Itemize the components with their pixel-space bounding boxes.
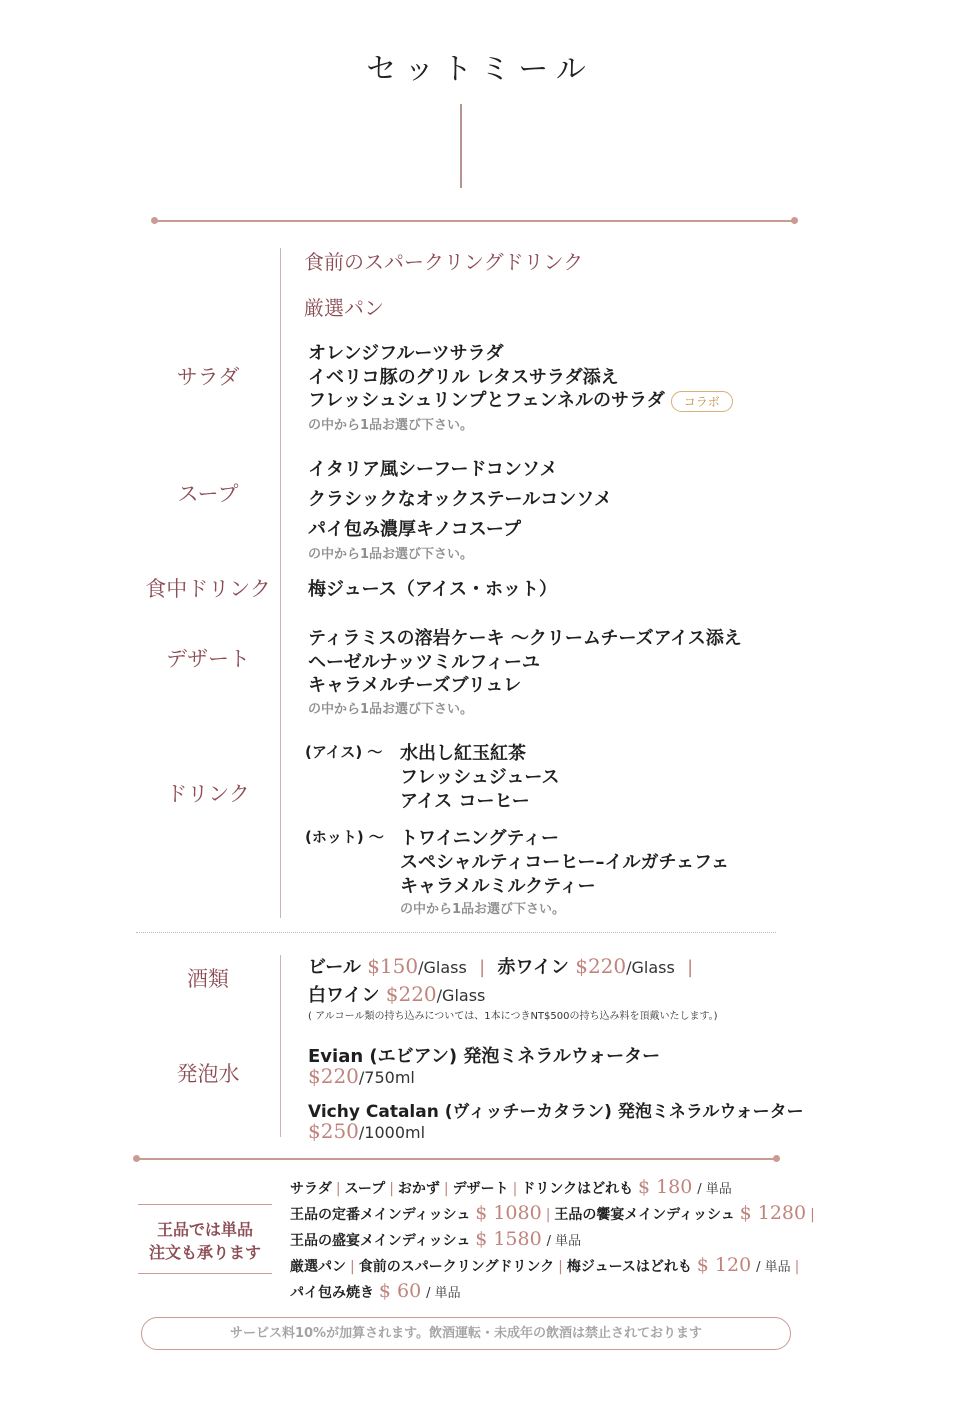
a-la-carte-item: デザート — [452, 1181, 509, 1197]
corkage-note: ( アルコール類の持ち込みについては、1本につきNT$500の持ち込み料を頂戴いたします。) — [308, 1011, 718, 1022]
meal-drink-item: 梅ジュース（アイス・ホット） — [308, 579, 557, 600]
salad-item: オレンジフルーツサラダ — [308, 343, 504, 364]
category-salad: サラダ — [176, 365, 240, 389]
hot-drink-item: キャラメルミルクティー — [400, 876, 596, 897]
a-la-carte-price: $ 60 — [378, 1280, 422, 1302]
category-dessert: デザート — [166, 647, 250, 671]
a-la-carte-row — [290, 1176, 732, 1198]
a-la-carte-price: $ 1580 — [475, 1228, 542, 1250]
choice-note: の中から1品お選び下さい。 — [308, 702, 474, 717]
soup-item: パイ包み濃厚キノコスープ — [308, 519, 521, 540]
a-la-carte-title — [138, 1218, 272, 1264]
a-la-carte-unit: / 単品 — [697, 1182, 732, 1197]
a-la-carte-price: $ 1080 — [475, 1202, 542, 1224]
a-la-carte-title-rule — [138, 1273, 272, 1274]
separator: | — [512, 1181, 518, 1197]
choice-note: の中から1品お選び下さい。 — [308, 547, 474, 562]
iced-drink-item: フレッシュジュース — [400, 767, 560, 788]
category-meal-drink: 食中ドリンク — [145, 577, 271, 601]
a-la-carte-item: パイ包み焼き — [290, 1285, 374, 1301]
choice-note: の中から1品お選び下さい。 — [400, 902, 566, 917]
white-wine-label: 白ワイン — [308, 985, 380, 1006]
beer-unit: /Glass — [418, 958, 467, 977]
collab-badge: コラボ — [671, 391, 733, 412]
choice-note: の中から1品お選び下さい。 — [308, 418, 474, 433]
water-unit: /750ml — [358, 1068, 415, 1087]
a-la-carte-title-line: 王品では単品 — [156, 1220, 253, 1239]
dotted-separator — [136, 932, 776, 933]
top-rule — [155, 220, 795, 222]
water-price-line — [308, 1119, 425, 1143]
a-la-carte-item: 食前のスパークリングドリンク — [358, 1259, 555, 1275]
white-wine-price: $220 — [385, 982, 437, 1006]
separator: | — [389, 1181, 394, 1197]
dessert-item: キャラメルチーズブリュレ — [308, 675, 522, 696]
alcohol-line — [308, 953, 699, 979]
separator: | — [810, 1207, 815, 1223]
a-la-carte-item: サラダ — [290, 1181, 332, 1197]
beer-label: ビール — [308, 957, 361, 978]
water-item: Vichy Catalan (ヴィッチーカタラン) 発泡ミネラルウォーター — [308, 1102, 804, 1122]
a-la-carte-price: $ 120 — [696, 1254, 752, 1276]
a-la-carte-row — [290, 1202, 819, 1224]
hot-drink-item: トワイニングティー — [400, 828, 559, 849]
alcohol-line — [308, 981, 485, 1007]
category-sparkling-water: 発泡水 — [176, 1062, 240, 1086]
a-la-carte-price: $ 180 — [637, 1176, 693, 1198]
category-alcohol: 酒類 — [187, 967, 229, 991]
water-price: $250 — [308, 1119, 359, 1143]
separator: | — [545, 1207, 551, 1223]
bottom-rule — [137, 1158, 777, 1160]
red-wine-label: 赤ワイン — [497, 957, 569, 978]
category-drink: ドリンク — [166, 782, 250, 806]
soup-item: イタリア風シーフードコンソメ — [308, 459, 558, 480]
iced-drink-item: アイス コーヒー — [400, 791, 530, 812]
dessert-item: ティラミスの溶岩ケーキ ～クリームチーズアイス添え — [308, 628, 742, 649]
a-la-carte-item: スープ — [344, 1181, 386, 1197]
separator: | — [794, 1259, 800, 1275]
a-la-carte-unit: / 単品 — [426, 1286, 461, 1301]
water-price-line — [308, 1064, 415, 1088]
white-wine-unit: /Glass — [436, 986, 486, 1005]
a-la-carte-price: $ 1280 — [739, 1202, 807, 1224]
separator: | — [350, 1259, 355, 1275]
water-item: Evian (エビアン) 発泡ミネラルウォーター — [308, 1046, 661, 1067]
a-la-carte-item: 王品の定番メインディッシュ — [290, 1207, 471, 1223]
a-la-carte-row — [290, 1254, 803, 1276]
a-la-carte-item: 梅ジュースはどれも — [566, 1259, 692, 1275]
rule-dot-right — [791, 217, 798, 224]
service-charge-notice: サービス料10%が加算されます。飲酒運転・未成年の飲酒は禁止されております — [141, 1317, 791, 1350]
red-wine-unit: /Glass — [626, 958, 675, 977]
title-divider — [460, 104, 462, 188]
a-la-carte-unit: / 単品 — [756, 1260, 791, 1275]
water-unit: /1000ml — [358, 1123, 426, 1142]
a-la-carte-item: 厳選パン — [290, 1259, 346, 1275]
separator: | — [558, 1259, 563, 1275]
a-la-carte-title-rule — [138, 1204, 272, 1205]
separator: | — [479, 957, 486, 978]
iced-drink-item: 水出し紅玉紅茶 — [400, 743, 526, 764]
page-title: セットミール — [366, 52, 594, 87]
a-la-carte-title-line: 注文も承ります — [148, 1243, 261, 1262]
water-price: $220 — [308, 1064, 359, 1088]
salad-item: イベリコ豚のグリル レタスサラダ添え — [308, 367, 619, 388]
hot-prefix: (ホット) ～ — [305, 828, 384, 846]
separator: | — [687, 957, 694, 978]
a-la-carte-unit: / 単品 — [546, 1234, 582, 1249]
section-divider-vertical — [280, 248, 281, 918]
beer-price: $150 — [367, 954, 419, 978]
aperitif-item: 食前のスパークリングドリンク — [304, 250, 584, 274]
salad-item — [308, 386, 733, 412]
red-wine-price: $220 — [575, 954, 627, 978]
rule-dot-right — [773, 1155, 780, 1162]
a-la-carte-item: おかず — [397, 1181, 440, 1197]
a-la-carte-row — [290, 1228, 581, 1250]
iced-prefix: (アイス) ～ — [305, 743, 383, 761]
bread-item: 厳選パン — [304, 296, 384, 320]
separator: | — [443, 1181, 449, 1197]
separator: | — [335, 1181, 341, 1197]
section-divider-vertical — [280, 955, 281, 1137]
a-la-carte-item: 王品の盛宴メインディッシュ — [290, 1233, 471, 1249]
a-la-carte-item: 王品の饗宴メインディッシュ — [554, 1207, 735, 1223]
category-soup: スープ — [177, 482, 239, 506]
dessert-item: ヘーゼルナッツミルフィーユ — [308, 652, 540, 673]
salad-item-label: フレッシュシュリンプとフェンネルのサラダ — [308, 390, 665, 411]
hot-drink-item: スペシャルティコーヒー–イルガチェフェ — [400, 852, 730, 873]
soup-item: クラシックなオックステールコンソメ — [308, 489, 612, 510]
a-la-carte-row — [290, 1280, 461, 1302]
a-la-carte-item: ドリンクはどれも — [521, 1181, 634, 1197]
